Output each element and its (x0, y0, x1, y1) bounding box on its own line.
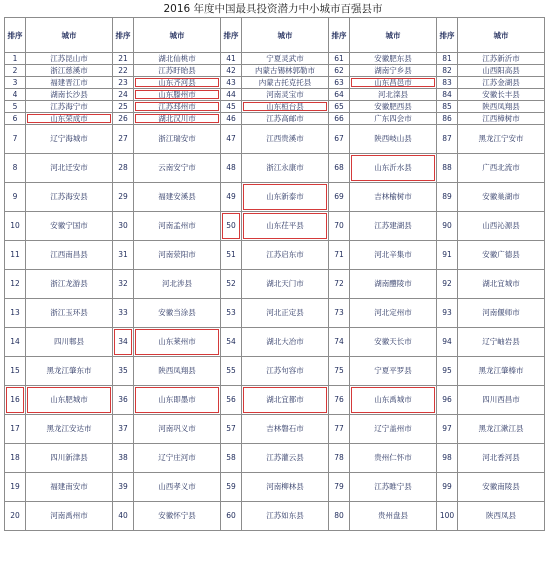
city-cell: 河南巩义市 (134, 415, 221, 444)
rank-cell: 86 (437, 113, 458, 125)
city-cell: 山东禹城市 (350, 386, 437, 415)
city-cell: 山东滕州市 (134, 89, 221, 101)
rank-cell: 22 (113, 65, 134, 77)
rank-cell: 70 (329, 212, 350, 241)
city-cell: 湖南宁乡县 (350, 65, 437, 77)
city-cell: 山东肥城市 (26, 386, 113, 415)
rank-cell: 41 (221, 53, 242, 65)
rank-cell: 11 (5, 241, 26, 270)
city-cell: 福建南安市 (26, 473, 113, 502)
table-row (5, 328, 545, 357)
rank-cell: 48 (221, 154, 242, 183)
table-row (5, 299, 545, 328)
rank-cell: 18 (5, 444, 26, 473)
city-cell: 安徽宁国市 (26, 212, 113, 241)
table-row (5, 502, 545, 531)
city-cell: 河北定州市 (350, 299, 437, 328)
rank-cell: 65 (329, 101, 350, 113)
table-row (5, 53, 545, 65)
rank-cell: 90 (437, 212, 458, 241)
city-cell: 山东茌平县 (242, 212, 329, 241)
city-cell: 黑龙江肇东市 (26, 357, 113, 386)
rank-cell: 32 (113, 270, 134, 299)
table-row (5, 270, 545, 299)
city-cell: 江苏睢宁县 (350, 473, 437, 502)
rank-cell: 43 (221, 77, 242, 89)
city-cell: 黑龙江肇榛市 (458, 357, 545, 386)
city-cell: 山东沂水县 (350, 154, 437, 183)
rank-header: 排序 (437, 18, 458, 53)
city-cell: 浙江龙游县 (26, 270, 113, 299)
city-cell: 陕西凤翔县 (458, 101, 545, 113)
rank-cell: 27 (113, 125, 134, 154)
city-cell: 江苏金湖县 (458, 77, 545, 89)
rank-cell: 100 (437, 502, 458, 531)
city-cell: 河南灵宝市 (242, 89, 329, 101)
city-cell: 河南柳林县 (242, 473, 329, 502)
rank-cell: 63 (329, 77, 350, 89)
rank-cell: 35 (113, 357, 134, 386)
rank-cell: 5 (5, 101, 26, 113)
rank-cell: 51 (221, 241, 242, 270)
city-cell: 湖北仙桃市 (134, 53, 221, 65)
city-cell: 河北辛集市 (350, 241, 437, 270)
ranking-table-container (4, 17, 545, 531)
city-cell: 江西樟树市 (458, 113, 545, 125)
city-header: 城市 (134, 18, 221, 53)
table-row (5, 101, 545, 113)
city-cell: 安徽南陵县 (458, 473, 545, 502)
rank-cell: 20 (5, 502, 26, 531)
city-cell: 江苏盱眙县 (134, 65, 221, 77)
city-cell: 湖南长沙县 (26, 89, 113, 101)
rank-cell: 12 (5, 270, 26, 299)
city-cell: 江苏昆山市 (26, 53, 113, 65)
city-cell: 四川西昌市 (458, 386, 545, 415)
city-cell: 黑龙江宁安市 (458, 125, 545, 154)
city-cell: 河南孟州市 (134, 212, 221, 241)
rank-cell: 16 (5, 386, 26, 415)
city-cell: 贵州仁怀市 (350, 444, 437, 473)
rank-cell: 45 (221, 101, 242, 113)
rank-cell: 73 (329, 299, 350, 328)
city-cell: 江苏灌云县 (242, 444, 329, 473)
city-cell: 宁夏平罗县 (350, 357, 437, 386)
rank-cell: 52 (221, 270, 242, 299)
rank-cell: 78 (329, 444, 350, 473)
city-cell: 江苏如东县 (242, 502, 329, 531)
city-cell: 安徽怀宁县 (134, 502, 221, 531)
rank-cell: 47 (221, 125, 242, 154)
city-header: 城市 (458, 18, 545, 53)
city-cell: 福建晋江市 (26, 77, 113, 89)
rank-cell: 71 (329, 241, 350, 270)
city-cell: 河北迁安市 (26, 154, 113, 183)
city-cell: 湖北宜都市 (242, 386, 329, 415)
rank-cell: 91 (437, 241, 458, 270)
city-cell: 山东桓台县 (242, 101, 329, 113)
city-cell: 江苏启东市 (242, 241, 329, 270)
rank-cell: 1 (5, 53, 26, 65)
table-body (5, 53, 545, 531)
rank-header: 排序 (329, 18, 350, 53)
rank-cell: 94 (437, 328, 458, 357)
city-cell: 安徽长丰县 (458, 89, 545, 101)
rank-cell: 82 (437, 65, 458, 77)
city-cell: 山西阳高县 (458, 65, 545, 77)
city-cell: 四川新津县 (26, 444, 113, 473)
table-row (5, 241, 545, 270)
rank-cell: 31 (113, 241, 134, 270)
rank-cell: 96 (437, 386, 458, 415)
city-cell: 云南安宁市 (134, 154, 221, 183)
rank-header: 排序 (5, 18, 26, 53)
rank-cell: 33 (113, 299, 134, 328)
rank-cell: 13 (5, 299, 26, 328)
rank-cell: 2 (5, 65, 26, 77)
city-cell: 安徽巢湖市 (458, 183, 545, 212)
rank-cell: 67 (329, 125, 350, 154)
rank-cell: 54 (221, 328, 242, 357)
rank-cell: 36 (113, 386, 134, 415)
table-row (5, 444, 545, 473)
city-cell: 黑龙江安达市 (26, 415, 113, 444)
city-cell: 陕西凤翔县 (134, 357, 221, 386)
rank-cell: 39 (113, 473, 134, 502)
rank-cell: 66 (329, 113, 350, 125)
city-cell: 河南荥阳市 (134, 241, 221, 270)
city-cell: 浙江瑞安市 (134, 125, 221, 154)
city-cell: 内蒙古锡林郭勒市 (242, 65, 329, 77)
city-cell: 四川郫县 (26, 328, 113, 357)
city-cell: 江苏海安县 (26, 183, 113, 212)
rank-cell: 30 (113, 212, 134, 241)
rank-cell: 88 (437, 154, 458, 183)
rank-cell: 75 (329, 357, 350, 386)
rank-cell: 34 (113, 328, 134, 357)
rank-cell: 21 (113, 53, 134, 65)
rank-cell: 7 (5, 125, 26, 154)
city-cell: 安徽天长市 (350, 328, 437, 357)
rank-cell: 60 (221, 502, 242, 531)
rank-cell: 23 (113, 77, 134, 89)
rank-cell: 53 (221, 299, 242, 328)
rank-cell: 81 (437, 53, 458, 65)
city-cell: 宁夏灵武市 (242, 53, 329, 65)
ranking-table (4, 17, 545, 531)
table-row (5, 183, 545, 212)
rank-cell: 62 (329, 65, 350, 77)
city-cell: 山西沁源县 (458, 212, 545, 241)
city-cell: 福建安溪县 (134, 183, 221, 212)
rank-cell: 58 (221, 444, 242, 473)
rank-cell: 59 (221, 473, 242, 502)
city-cell: 江西南昌县 (26, 241, 113, 270)
city-cell: 吉林榆树市 (350, 183, 437, 212)
city-cell: 湖北汉川市 (134, 113, 221, 125)
rank-cell: 42 (221, 65, 242, 77)
city-cell: 河北涉县 (134, 270, 221, 299)
rank-cell: 8 (5, 154, 26, 183)
city-header: 城市 (242, 18, 329, 53)
rank-cell: 72 (329, 270, 350, 299)
city-cell: 山东齐河县 (134, 77, 221, 89)
city-cell: 江苏句容市 (242, 357, 329, 386)
city-cell: 江苏高邮市 (242, 113, 329, 125)
city-cell: 陕西凤县 (458, 502, 545, 531)
rank-cell: 85 (437, 101, 458, 113)
rank-cell: 28 (113, 154, 134, 183)
page-title: 2016 年度中国最具投资潜力中小城市百强县市 (163, 3, 383, 15)
city-cell: 河北滦县 (350, 89, 437, 101)
rank-cell: 49 (221, 183, 242, 212)
rank-cell: 57 (221, 415, 242, 444)
rank-cell: 56 (221, 386, 242, 415)
rank-cell: 10 (5, 212, 26, 241)
city-cell: 安徽肥西县 (350, 101, 437, 113)
city-cell: 湖北大冶市 (242, 328, 329, 357)
city-cell: 广东四会市 (350, 113, 437, 125)
city-cell: 江苏海宁市 (26, 101, 113, 113)
city-cell: 吉林磐石市 (242, 415, 329, 444)
rank-cell: 3 (5, 77, 26, 89)
rank-cell: 87 (437, 125, 458, 154)
table-row (5, 65, 545, 77)
city-cell: 安徽当涂县 (134, 299, 221, 328)
city-cell: 江苏邳州市 (134, 101, 221, 113)
city-cell: 山西孝义市 (134, 473, 221, 502)
city-header: 城市 (26, 18, 113, 53)
city-cell: 陕西岐山县 (350, 125, 437, 154)
rank-cell: 61 (329, 53, 350, 65)
rank-cell: 14 (5, 328, 26, 357)
rank-cell: 24 (113, 89, 134, 101)
rank-cell: 83 (437, 77, 458, 89)
rank-cell: 84 (437, 89, 458, 101)
table-row (5, 386, 545, 415)
rank-cell: 98 (437, 444, 458, 473)
city-cell: 安徽广德县 (458, 241, 545, 270)
rank-cell: 26 (113, 113, 134, 125)
rank-cell: 9 (5, 183, 26, 212)
rank-header: 排序 (113, 18, 134, 53)
table-row (5, 77, 545, 89)
city-cell: 山东荣成市 (26, 113, 113, 125)
rank-cell: 37 (113, 415, 134, 444)
city-cell: 河南偃师市 (458, 299, 545, 328)
table-header-row (5, 18, 545, 53)
rank-cell: 4 (5, 89, 26, 101)
rank-cell: 99 (437, 473, 458, 502)
city-cell: 河北香河县 (458, 444, 545, 473)
table-row (5, 212, 545, 241)
rank-cell: 40 (113, 502, 134, 531)
city-cell: 山东新泰市 (242, 183, 329, 212)
city-cell: 湖南醴陵市 (350, 270, 437, 299)
city-cell: 安徽肥东县 (350, 53, 437, 65)
table-row (5, 89, 545, 101)
city-cell: 黑龙江漱江县 (458, 415, 545, 444)
table-row (5, 357, 545, 386)
city-cell: 辽宁盖州市 (350, 415, 437, 444)
city-cell: 辽宁岫岩县 (458, 328, 545, 357)
city-cell: 浙江慈溪市 (26, 65, 113, 77)
city-cell: 河南禹州市 (26, 502, 113, 531)
rank-cell: 80 (329, 502, 350, 531)
city-cell: 山东即墨市 (134, 386, 221, 415)
rank-cell: 92 (437, 270, 458, 299)
city-cell: 内蒙古托克托县 (242, 77, 329, 89)
city-cell: 湖北宜城市 (458, 270, 545, 299)
rank-cell: 68 (329, 154, 350, 183)
city-cell: 湖北天门市 (242, 270, 329, 299)
city-cell: 广西北流市 (458, 154, 545, 183)
rank-cell: 38 (113, 444, 134, 473)
table-row (5, 125, 545, 154)
city-cell: 河北正定县 (242, 299, 329, 328)
rank-cell: 77 (329, 415, 350, 444)
rank-cell: 89 (437, 183, 458, 212)
rank-cell: 6 (5, 113, 26, 125)
rank-cell: 93 (437, 299, 458, 328)
city-cell: 贵州盘县 (350, 502, 437, 531)
city-cell: 山东莱州市 (134, 328, 221, 357)
rank-cell: 76 (329, 386, 350, 415)
rank-cell: 29 (113, 183, 134, 212)
city-cell: 浙江永康市 (242, 154, 329, 183)
rank-cell: 55 (221, 357, 242, 386)
city-cell: 浙江玉环县 (26, 299, 113, 328)
rank-cell: 17 (5, 415, 26, 444)
table-row (5, 473, 545, 502)
city-cell: 江苏建湖县 (350, 212, 437, 241)
table-row (5, 154, 545, 183)
rank-cell: 15 (5, 357, 26, 386)
table-row (5, 113, 545, 125)
city-header: 城市 (350, 18, 437, 53)
city-cell: 江西贵溪市 (242, 125, 329, 154)
city-cell: 江苏新沂市 (458, 53, 545, 65)
rank-cell: 25 (113, 101, 134, 113)
city-cell: 山东昌邑市 (350, 77, 437, 89)
rank-cell: 95 (437, 357, 458, 386)
rank-cell: 64 (329, 89, 350, 101)
rank-cell: 44 (221, 89, 242, 101)
rank-cell: 69 (329, 183, 350, 212)
table-row (5, 415, 545, 444)
rank-cell: 97 (437, 415, 458, 444)
city-cell: 辽宁海城市 (26, 125, 113, 154)
rank-header: 排序 (221, 18, 242, 53)
rank-cell: 79 (329, 473, 350, 502)
rank-cell: 50 (221, 212, 242, 241)
rank-cell: 19 (5, 473, 26, 502)
city-cell: 辽宁庄河市 (134, 444, 221, 473)
rank-cell: 74 (329, 328, 350, 357)
rank-cell: 46 (221, 113, 242, 125)
